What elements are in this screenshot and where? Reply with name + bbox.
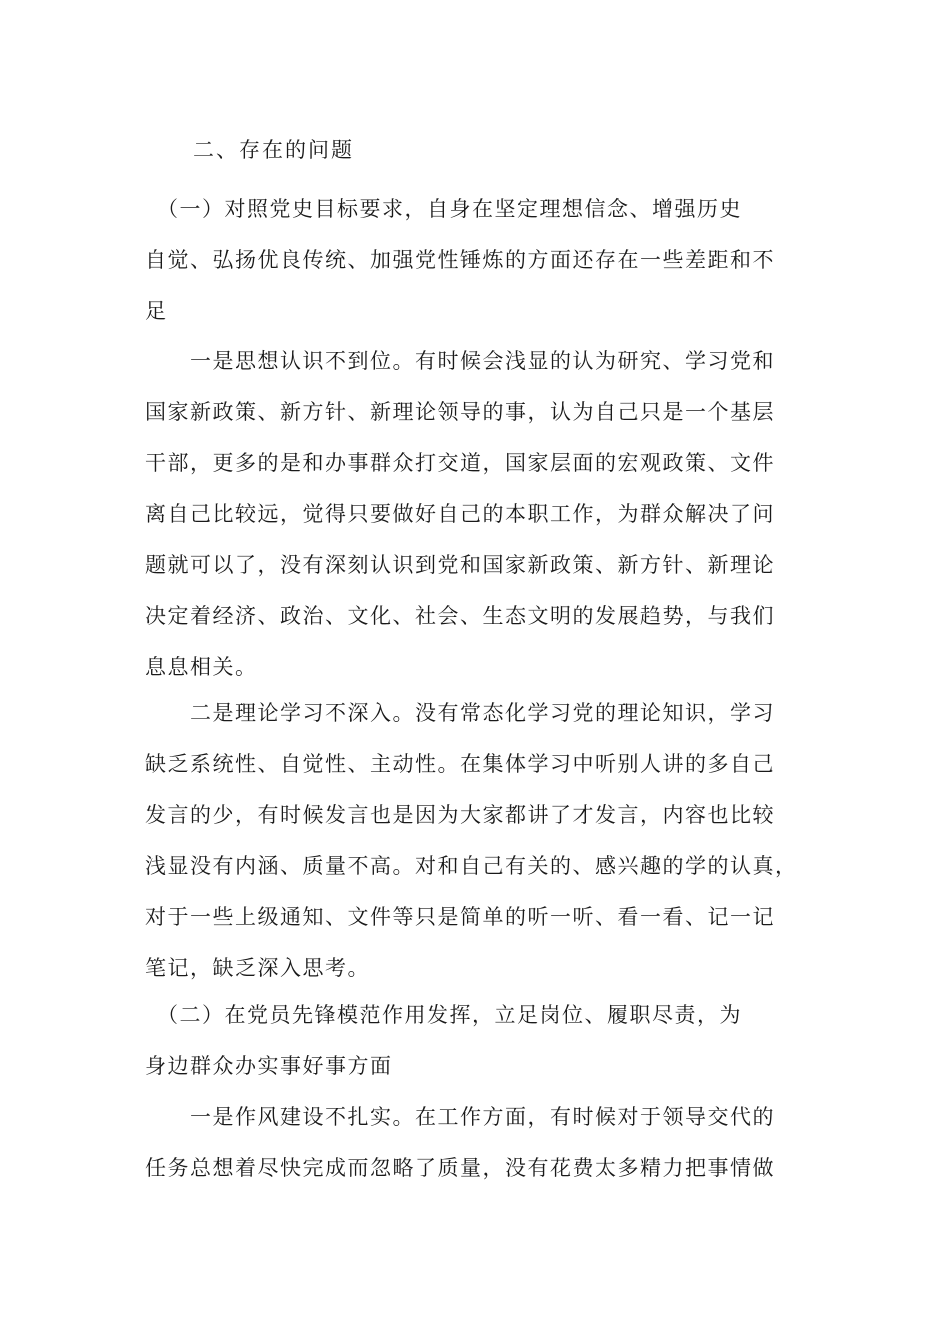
text-line: 缺乏系统性、自觉性、主动性。在集体学习中听别人讲的多自己 <box>145 752 775 776</box>
text-line: 身边群众办实事好事方面 <box>145 1054 393 1078</box>
text-line: 一是思想认识不到位。有时候会浅显的认为研究、学习党和 <box>145 349 775 373</box>
text-line: （一）对照党史目标要求，自身在坚定理想信念、增强历史 <box>145 197 742 221</box>
section-heading: 二、存在的问题 <box>193 138 354 162</box>
subsection-heading-2 <box>145 990 815 1092</box>
text-line: （二）在党员先锋模范作用发挥，立足岗位、履职尽责，为 <box>145 1003 742 1027</box>
text-line: 发言的少，有时候发言也是因为大家都讲了才发言，内容也比较 <box>145 803 775 827</box>
text-line: 一是作风建设不扎实。在工作方面，有时候对于领导交代的 <box>145 1105 775 1129</box>
text-line: 国家新政策、新方针、新理论领导的事，认为自己只是一个基层 <box>145 400 775 424</box>
text-line: 决定着经济、政治、文化、社会、生态文明的发展趋势，与我们 <box>145 604 775 628</box>
paragraph-work-style <box>145 1092 815 1194</box>
text-line: 自觉、弘扬优良传统、加强党性锤炼的方面还存在一些差距和不 <box>145 248 775 272</box>
subsection-heading-1 <box>145 184 815 337</box>
paragraph-thinking <box>145 336 815 693</box>
text-line: 息息相关。 <box>145 655 258 679</box>
text-line: 浅显没有内涵、质量不高。对和自己有关的、感兴趣的学的认真， <box>145 854 798 878</box>
text-line: 足 <box>145 299 168 323</box>
text-line: 任务总想着尽快完成而忽略了质量，没有花费太多精力把事情做 <box>145 1156 775 1180</box>
text-line: 笔记，缺乏深入思考。 <box>145 956 370 980</box>
text-line: 题就可以了，没有深刻认识到党和国家新政策、新方针、新理论 <box>145 553 775 577</box>
text-line: 二是理论学习不深入。没有常态化学习党的理论知识，学习 <box>145 701 775 725</box>
text-line: 干部，更多的是和办事群众打交道，国家层面的宏观政策、文件 <box>145 451 775 475</box>
text-line: 对于一些上级通知、文件等只是简单的听一听、看一看、记一记 <box>145 905 775 929</box>
text-line: 离自己比较远，觉得只要做好自己的本职工作，为群众解决了问 <box>145 502 775 526</box>
paragraph-theory-study <box>145 688 815 994</box>
